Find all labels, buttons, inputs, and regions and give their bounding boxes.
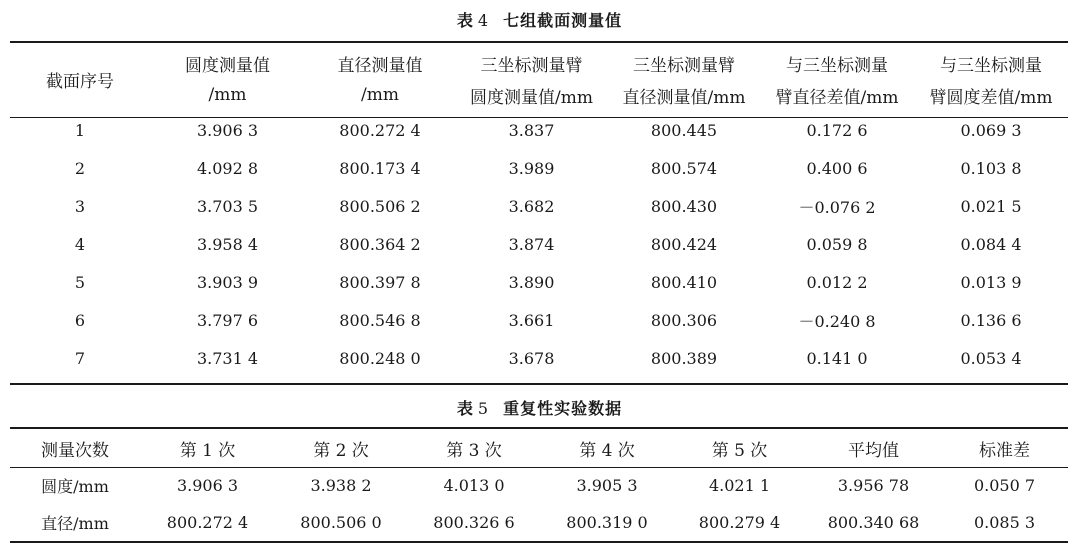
table4-body — [10, 111, 1068, 377]
table-cell: 1 — [74, 120, 86, 140]
table4-header-rule — [10, 117, 1068, 118]
table5-caption-title: 重复性实验数据 — [503, 399, 623, 418]
table-cell: 4.013 0 — [443, 476, 505, 495]
table-cell: 3.938 2 — [310, 476, 372, 495]
table-row — [10, 149, 1068, 187]
table-row — [10, 225, 1068, 263]
table-cell: 3.903 9 — [196, 272, 259, 292]
table-cell: 2 — [74, 158, 86, 178]
table-cell: 3.797 6 — [196, 310, 259, 330]
table5-caption-prefix: 表 — [456, 399, 474, 418]
table5-header-cell: 标准差 — [979, 440, 1030, 461]
table4-header-cell: 直径测量值 — [337, 55, 423, 76]
table4-header-cell: 三坐标测量臂 — [633, 55, 735, 76]
table-cell: 3.731 4 — [196, 348, 259, 368]
table-cell: 0.012 2 — [806, 272, 868, 292]
table4-header-cell: 直径测量值/mm — [622, 87, 746, 108]
table-cell: 800.445 — [650, 120, 718, 140]
table-row — [10, 263, 1068, 301]
table-row — [10, 339, 1068, 377]
table-cell: 0.141 0 — [806, 348, 868, 368]
table-cell: －0.076 2 — [798, 197, 876, 217]
table4-top-rule — [10, 41, 1068, 43]
table-row — [10, 467, 1068, 504]
table4-header-cell: 臂直径差值/mm — [775, 87, 899, 108]
table-cell: 800.430 — [650, 196, 718, 216]
table4-caption-prefix: 表 — [456, 11, 474, 30]
table-header-row — [10, 429, 1068, 467]
table-cell: 3.958 4 — [196, 234, 259, 254]
table-cell: 6 — [74, 310, 86, 330]
table4-caption-title: 七组截面测量值 — [503, 11, 623, 30]
table-cell: 800.279 4 — [698, 513, 781, 532]
table5-header-cell: 第 2 次 — [313, 440, 369, 461]
table-cell: 0.085 3 — [973, 513, 1036, 532]
table-cell: 3.906 3 — [196, 120, 259, 140]
table4-header-cell: 圆度测量值/mm — [470, 87, 593, 108]
table5-caption-number: 5 — [477, 399, 490, 418]
table-cell: 3.703 5 — [196, 196, 259, 216]
table-cell: 3.906 3 — [176, 476, 239, 495]
table5-bottom-rule — [10, 541, 1068, 543]
table-cell: 3.661 — [508, 310, 555, 330]
table-cell: 4.021 1 — [708, 476, 771, 495]
table-row — [10, 187, 1068, 225]
table-cell: 800.410 — [650, 272, 718, 292]
table4-header-cell: 截面序号 — [46, 71, 114, 92]
table4-header-cell: 与三坐标测量 — [940, 55, 1042, 76]
table-cell: 800.397 8 — [339, 272, 421, 292]
table4-header-cell: /mm — [208, 85, 247, 105]
table4-caption-number: 4 — [477, 11, 490, 30]
table-cell: 3.905 3 — [576, 476, 638, 495]
table-cell: 直径/mm — [41, 514, 109, 533]
table-cell: 800.506 0 — [300, 513, 382, 532]
table-cell: 800.272 4 — [166, 513, 249, 532]
table5-header-cell: 第 4 次 — [579, 440, 635, 461]
table-cell: 0.400 6 — [806, 158, 868, 178]
table5-header-cell: 第 5 次 — [711, 440, 768, 461]
table5-caption — [0, 396, 1079, 419]
table5 — [10, 429, 1068, 541]
table-cell: 3.874 — [508, 234, 555, 254]
table5-body — [10, 467, 1068, 541]
table-cell: 800.546 8 — [339, 310, 421, 330]
table4-header-cell: 与三坐标测量 — [786, 55, 888, 76]
table-cell: 800.389 — [650, 348, 718, 368]
table-cell: 3.682 — [508, 196, 555, 216]
table4 — [10, 47, 1068, 377]
table-cell: 0.021 5 — [960, 196, 1022, 216]
table5-header-cell: 第 1 次 — [179, 440, 236, 461]
table4-header-cell: 三坐标测量臂 — [480, 55, 583, 76]
table-cell: 7 — [74, 348, 86, 368]
table-cell: 3.989 — [508, 158, 555, 178]
table-cell: 3.678 — [508, 348, 555, 368]
table5-header-rule — [10, 467, 1068, 468]
table-cell: 0.013 9 — [960, 272, 1022, 292]
table-cell: 0.059 8 — [806, 234, 868, 254]
table-cell: 800.326 6 — [433, 513, 515, 532]
table-cell: 5 — [74, 272, 86, 292]
table4-header-cell: 圆度测量值 — [185, 55, 270, 76]
table4-caption — [0, 8, 1079, 31]
table5-header-cell: 第 3 次 — [446, 440, 502, 461]
table-cell: 800.424 — [650, 234, 718, 254]
table-cell: 3 — [74, 196, 86, 216]
table4-bottom-rule — [10, 383, 1068, 385]
table4-header — [10, 47, 1068, 111]
table-cell: 圆度/mm — [41, 477, 109, 496]
table-cell: 0.172 6 — [806, 120, 868, 140]
table-cell: 0.136 6 — [960, 310, 1022, 330]
table-cell: －0.240 8 — [798, 311, 876, 331]
table-cell: 0.050 7 — [973, 476, 1036, 495]
table5-header-cell: 测量次数 — [41, 440, 109, 461]
table-cell: 800.574 — [650, 158, 718, 178]
table5-header-cell: 平均值 — [848, 440, 899, 461]
table-cell: 800.319 0 — [566, 513, 648, 532]
table-cell: 4.092 8 — [196, 158, 259, 178]
table-cell: 4 — [74, 234, 86, 254]
table-cell: 800.272 4 — [339, 120, 421, 140]
table-cell: 800.506 2 — [339, 196, 421, 216]
table-cell: 800.364 2 — [339, 234, 421, 254]
table-cell: 800.173 4 — [339, 158, 421, 178]
table5-header — [10, 429, 1068, 467]
table-cell: 0.103 8 — [960, 158, 1022, 178]
table-cell: 800.306 — [650, 310, 718, 330]
table4-header-cell: /mm — [361, 85, 399, 105]
table-cell: 3.956 78 — [837, 476, 910, 495]
table-cell: 0.069 3 — [960, 120, 1022, 140]
table-cell: 3.837 — [508, 120, 555, 140]
table-cell: 0.084 4 — [960, 234, 1022, 254]
table-cell: 0.053 4 — [960, 348, 1022, 368]
table-cell: 800.248 0 — [339, 348, 421, 368]
table-row — [10, 301, 1068, 339]
table-cell: 3.890 — [508, 272, 555, 292]
table-cell: 800.340 68 — [827, 513, 920, 532]
table4-header-cell: 臂圆度差值/mm — [929, 87, 1053, 108]
table-row — [10, 504, 1068, 541]
